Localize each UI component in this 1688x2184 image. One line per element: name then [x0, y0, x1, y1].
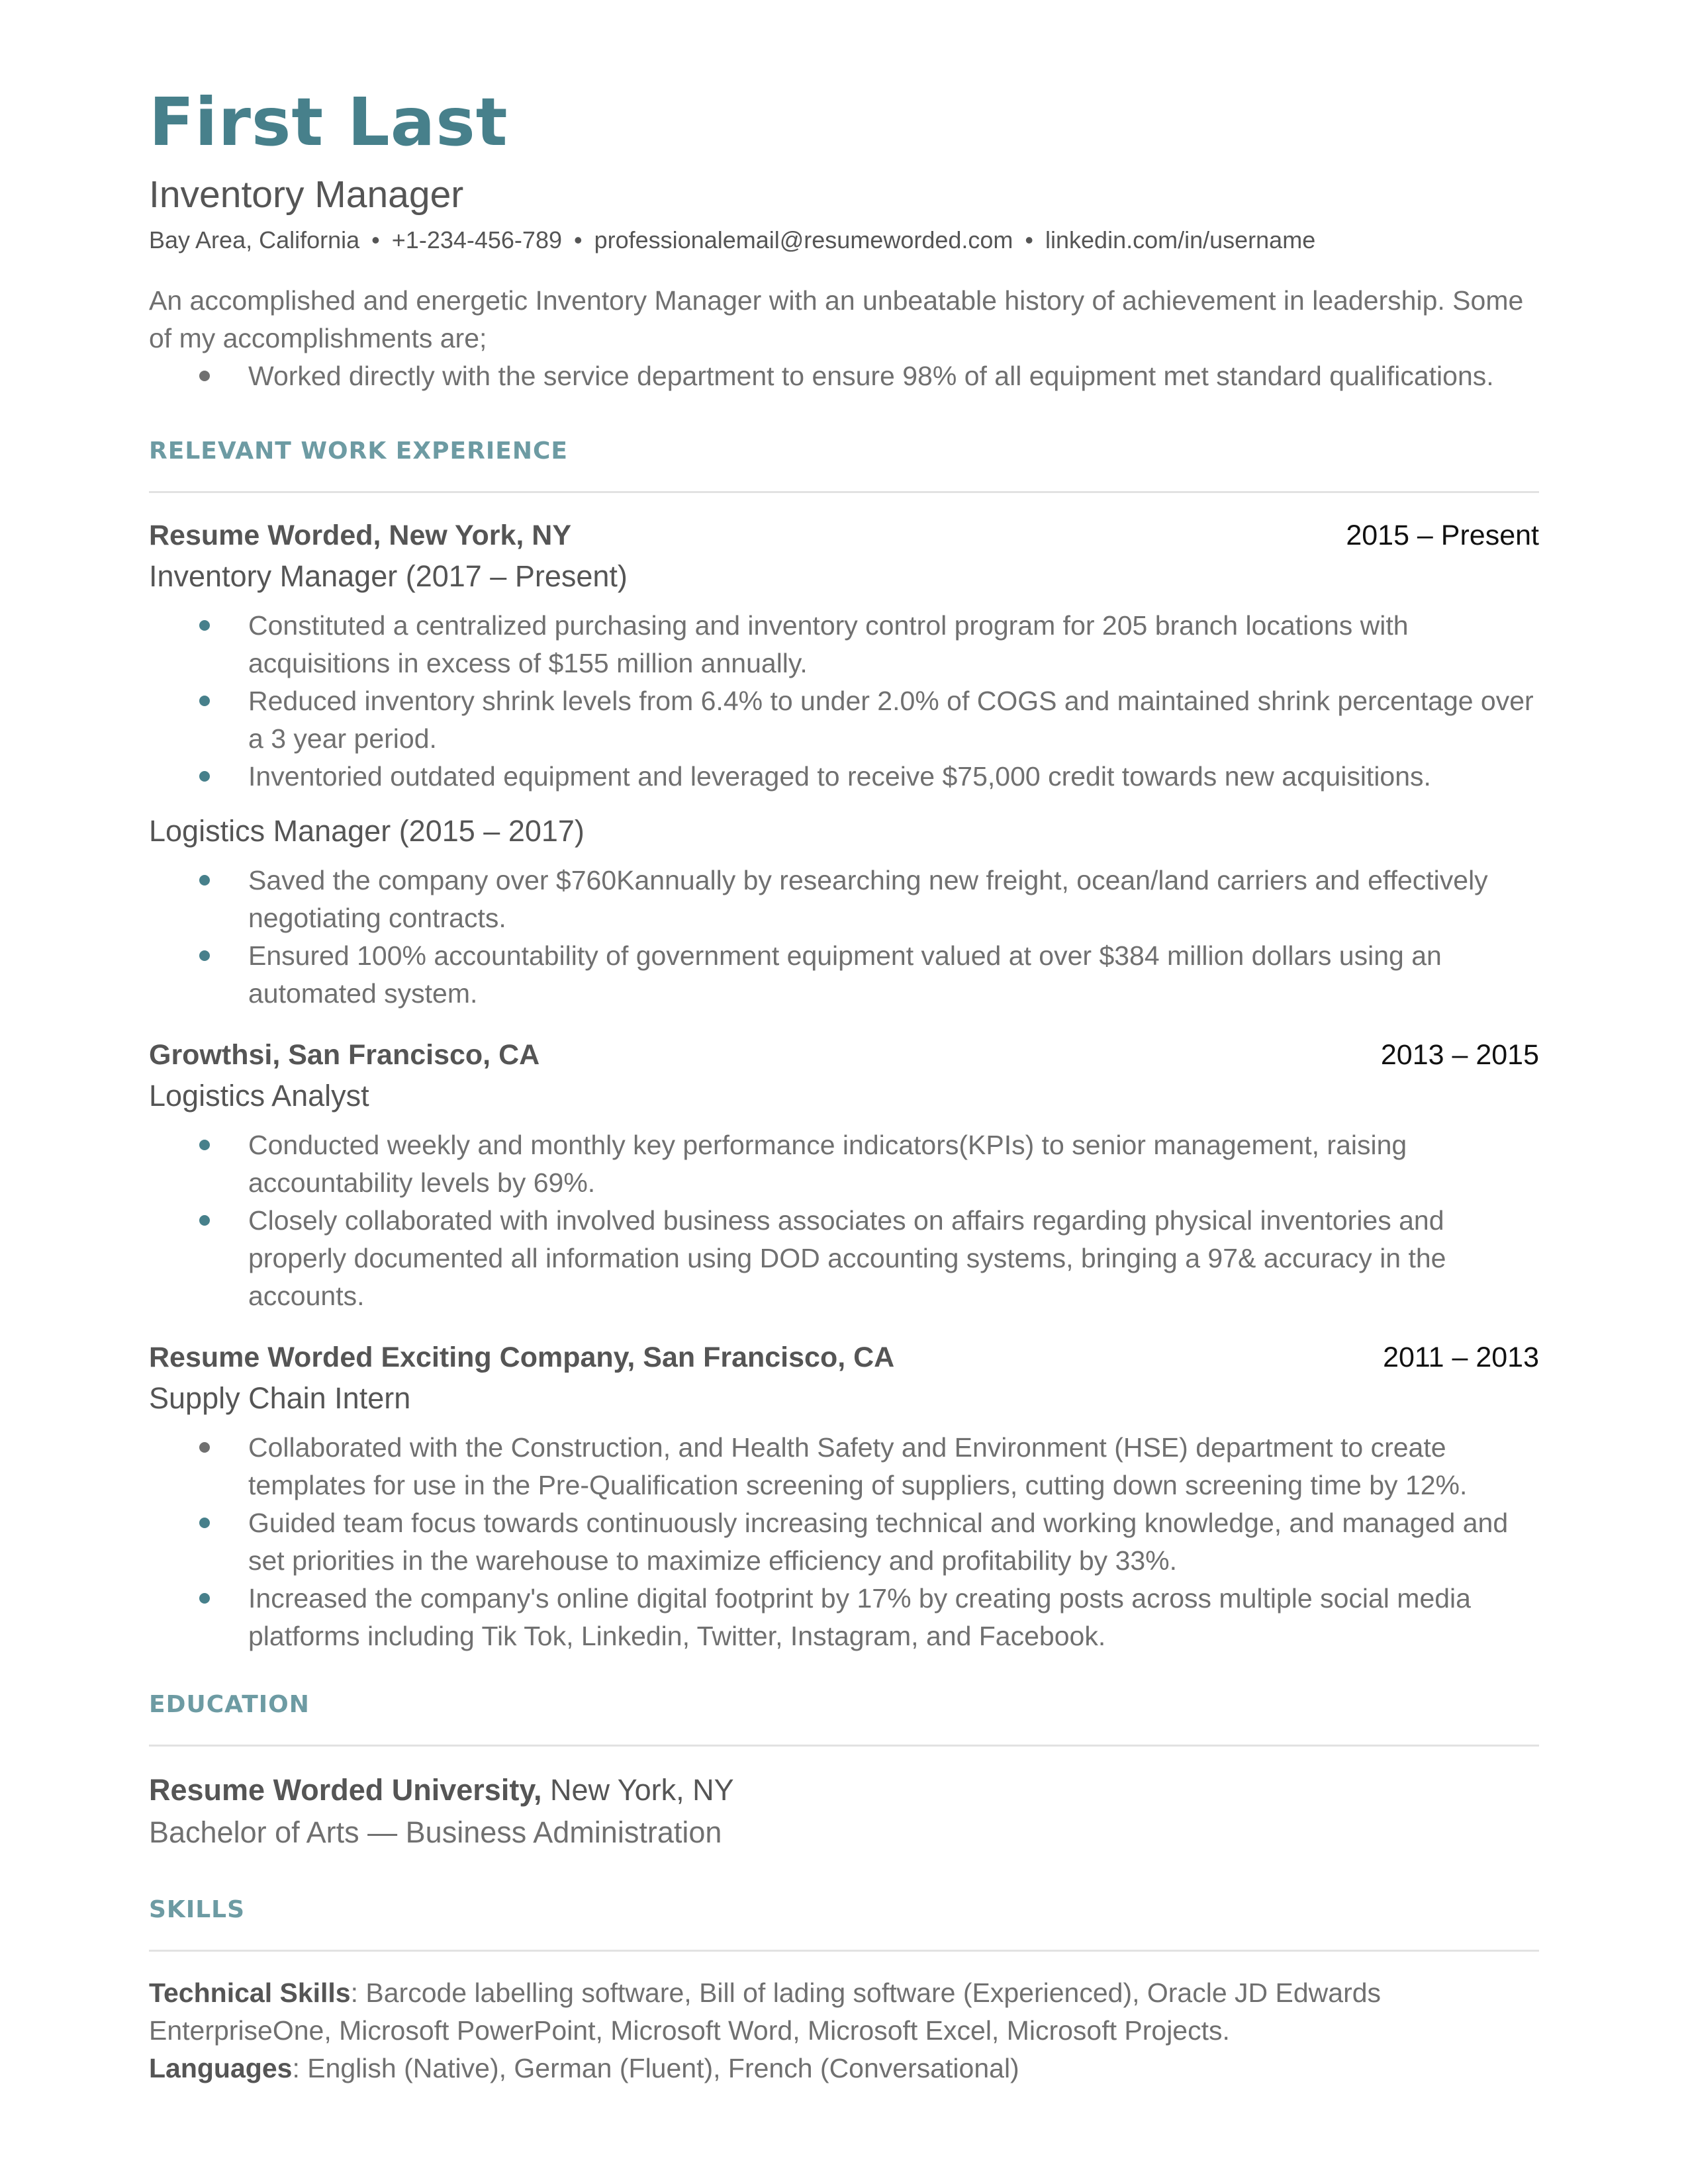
bullet-text: Increased the company's online digital footprint by 17% by creating posts across multiple social media platforms including Tik Tok, Linkedin, Twitter, Instagram, and Facebook.	[248, 1583, 1471, 1651]
candidate-name: First Last	[149, 83, 508, 161]
list-item	[149, 937, 1539, 1013]
contact-email[interactable]: professionalemail@resumeworded.com	[594, 226, 1013, 253]
contact-phone: +1-234-456-789	[391, 226, 562, 253]
list-item	[149, 1202, 1539, 1315]
list-item	[149, 607, 1539, 682]
list-item	[149, 1126, 1539, 1202]
list-item	[149, 357, 1539, 395]
job-dates: 2013 – 2015	[1380, 1039, 1539, 1071]
contact-line	[149, 224, 1539, 257]
section-heading-skills: SKILLS	[149, 1893, 1539, 1952]
bullet-text: Guided team focus towards continuously increasing technical and working knowledge, and managed and set priorities in the warehouse to maximize efficiency and profitability by 33%.	[248, 1508, 1509, 1576]
bullet-text: Constituted a centralized purchasing and inventory control program for 205 branch locations with acquisitions in excess of $155 million annually.	[248, 610, 1409, 678]
bullet-text: Saved the company over $760Kannually by researching new freight, ocean/land carriers and effectively negotiating contracts.	[248, 865, 1488, 933]
skills-technical	[149, 1974, 1539, 2050]
job-bullets	[149, 1429, 1539, 1655]
bullet-icon	[199, 1593, 210, 1604]
job-header	[149, 516, 1539, 555]
job-company: Resume Worded Exciting Company, San Francisco, CA	[149, 1342, 895, 1373]
section-heading-experience: RELEVANT WORK EXPERIENCE	[149, 435, 1539, 493]
list-item	[149, 758, 1539, 796]
bullet-icon	[199, 1518, 210, 1528]
education-location: New York, NY	[550, 1773, 734, 1807]
bullet-icon	[199, 620, 210, 631]
bullet-icon	[199, 371, 210, 381]
education-school: Resume Worded University,	[149, 1773, 542, 1807]
contact-location: Bay Area, California	[149, 226, 360, 253]
job-company: Growthsi, San Francisco, CA	[149, 1039, 540, 1071]
contact-separator: •	[371, 226, 380, 253]
job-company: Resume Worded, New York, NY	[149, 520, 572, 551]
skills-languages-text: : English (Native), German (Fluent), French (Conversational)	[292, 2053, 1019, 2083]
bullet-icon	[199, 771, 210, 782]
contact-separator: •	[1025, 226, 1034, 253]
summary	[149, 282, 1539, 395]
skills-technical-text: : Barcode labelling software, Bill of lading software (Experienced), Oracle JD Edwards EnterpriseOne, Microsoft PowerPoint, Microsoft Word, Microsoft Excel, Microsoft Projects.	[149, 1978, 1382, 2046]
job-header	[149, 1035, 1539, 1075]
bullet-text: Worked directly with the service department to ensure 98% of all equipment met standard qualifications.	[248, 361, 1494, 391]
job-entry	[149, 1035, 1539, 1315]
skills-block	[149, 1974, 1539, 2087]
bullet-icon	[199, 1215, 210, 1226]
job-role: Inventory Manager (2017 – Present)	[149, 559, 628, 593]
section-heading-education: EDUCATION	[149, 1688, 1539, 1747]
list-item	[149, 1429, 1539, 1504]
bullet-icon	[199, 875, 210, 886]
resume-header	[149, 79, 1539, 257]
bullet-text: Collaborated with the Construction, and Health Safety and Environment (HSE) department to create templates for use in the Pre-Qualification screening of suppliers, cutting down screening time by 12%.	[248, 1432, 1468, 1500]
job-entry	[149, 1338, 1539, 1655]
list-item	[149, 862, 1539, 937]
candidate-title: Inventory Manager	[149, 173, 464, 216]
job-entry	[149, 516, 1539, 1013]
job-role: Logistics Analyst	[149, 1079, 369, 1113]
skills-languages	[149, 2050, 1539, 2087]
list-item	[149, 1580, 1539, 1655]
job-header	[149, 1338, 1539, 1377]
education-entry	[149, 1769, 1539, 1854]
summary-bullets	[149, 357, 1539, 395]
job-bullets	[149, 1126, 1539, 1315]
bullet-icon	[199, 1140, 210, 1150]
bullet-icon	[199, 696, 210, 706]
skills-technical-label: Technical Skills	[149, 1978, 351, 2008]
bullet-icon	[199, 950, 210, 961]
education-degree: Bachelor of Arts — Business Administration	[149, 1815, 722, 1849]
bullet-text: Conducted weekly and monthly key performance indicators(KPIs) to senior management, raising accountability levels by 69%.	[248, 1130, 1407, 1198]
contact-separator: •	[573, 226, 583, 253]
job-role: Supply Chain Intern	[149, 1381, 411, 1415]
job-role: Logistics Manager (2015 – 2017)	[149, 814, 585, 848]
job-dates: 2015 – Present	[1346, 520, 1539, 551]
summary-text: An accomplished and energetic Inventory Manager with an unbeatable history of achievement in leadership. Some of my accomplishments are;	[149, 285, 1524, 353]
job-bullets	[149, 607, 1539, 796]
list-item	[149, 1504, 1539, 1580]
bullet-icon	[199, 1442, 210, 1453]
skills-languages-label: Languages	[149, 2053, 293, 2083]
bullet-text: Closely collaborated with involved business associates on affairs regarding physical inventories and properly documented all information using DOD accounting systems, bringing a 97& accuracy in the accounts.	[248, 1205, 1446, 1311]
bullet-text: Reduced inventory shrink levels from 6.4% to under 2.0% of COGS and maintained shrink percentage over a 3 year period.	[248, 686, 1534, 754]
contact-linkedin[interactable]: linkedin.com/in/username	[1045, 226, 1316, 253]
bullet-text: Inventoried outdated equipment and leveraged to receive $75,000 credit towards new acquisitions.	[248, 761, 1431, 792]
bullet-text: Ensured 100% accountability of government equipment valued at over $384 million dollars using an automated system.	[248, 940, 1442, 1009]
education-school-line	[149, 1769, 1539, 1811]
job-dates: 2011 – 2013	[1383, 1342, 1539, 1373]
list-item	[149, 682, 1539, 758]
job-bullets	[149, 862, 1539, 1013]
resume-page	[149, 79, 1539, 2087]
